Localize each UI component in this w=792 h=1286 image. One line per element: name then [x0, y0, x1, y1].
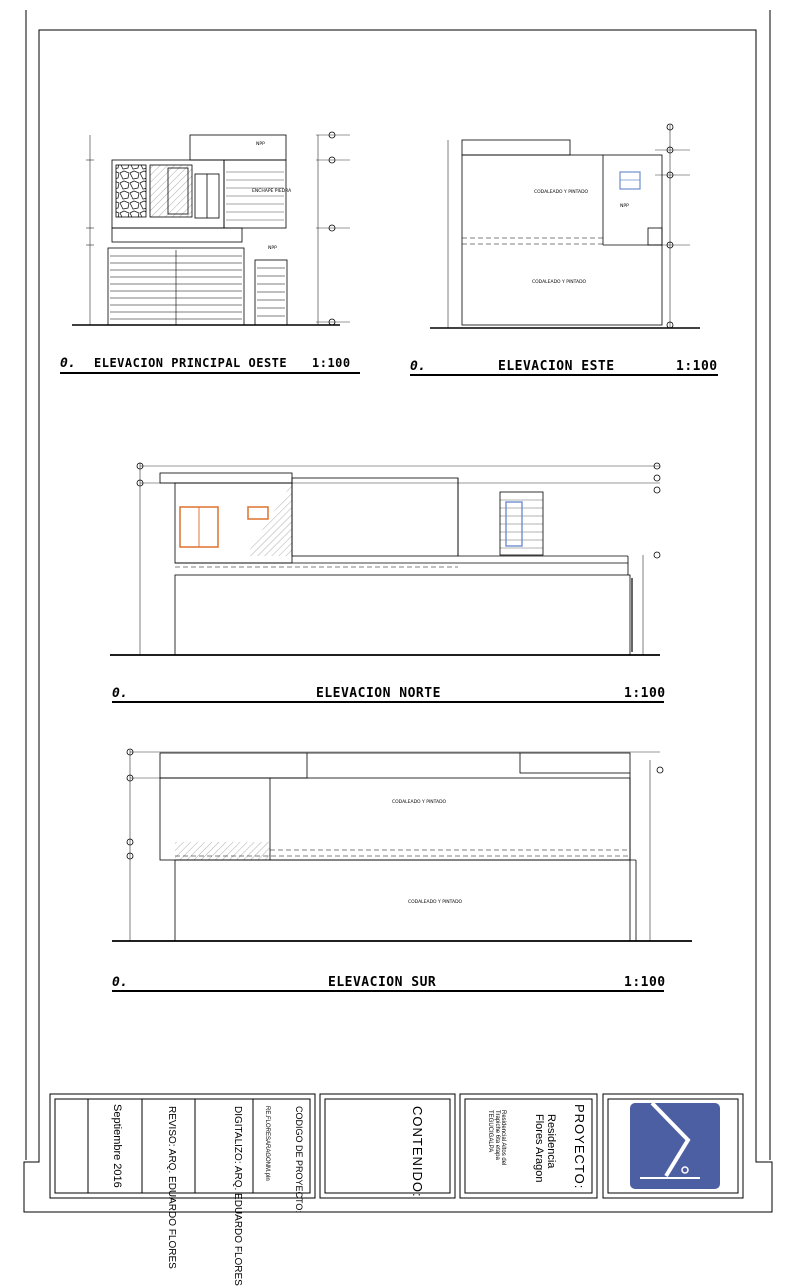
elevation-norte-drawing	[110, 463, 660, 655]
tb-fecha: Septiembre 2016	[111, 1104, 123, 1188]
este-underline	[410, 374, 718, 376]
tb-proyecto-label: PROYECTO:	[572, 1104, 587, 1190]
elevation-oeste-drawing	[72, 132, 350, 325]
oeste-scale: 1:100	[312, 356, 351, 370]
sur-title: ELEVACION SUR	[328, 975, 437, 990]
note-npp-1: NPP	[256, 142, 265, 147]
oeste-title: ELEVACION PRINCIPAL OESTE	[94, 356, 288, 370]
note-este-1: CODALEADO Y PINTADO	[534, 190, 589, 195]
norte-underline	[112, 701, 664, 703]
este-title: ELEVACION ESTE	[498, 359, 615, 374]
elevation-sur-drawing	[112, 749, 692, 941]
note-este-2: CODALEADO Y PINTADO	[532, 280, 587, 285]
note-enchape: ENCHAPE PIEDRA	[252, 189, 292, 194]
tb-proyecto-name: Residencia Flores Aragon	[533, 1114, 557, 1183]
sur-scale: 1:100	[624, 975, 666, 990]
tb-codigo-value: RE.FLORESARAGONM.pln	[264, 1106, 270, 1181]
tb-reviso: REVISO: ARQ. EDUARDO FLORES	[166, 1106, 177, 1269]
tb-digitalizo: DIGITALIZO: ARQ. EDUARDO FLORES	[232, 1106, 243, 1286]
este-number: 0.	[410, 359, 426, 374]
norte-number: 0.	[112, 686, 128, 701]
tb-contenido: CONTENIDO:	[410, 1106, 425, 1198]
logo	[630, 1103, 720, 1189]
note-npp-2: NPP	[268, 246, 277, 251]
tb-codigo-label: CODIGO DE PROYECTO:	[294, 1106, 304, 1213]
elevation-este-drawing	[430, 124, 700, 328]
note-este-npp: NPP	[620, 204, 629, 209]
oeste-number: 0.	[60, 356, 76, 371]
sur-number: 0.	[112, 975, 128, 990]
tb-proyecto-location: Residencial Altos del Trapiche 6ta etapa TEGUCIGALPA	[487, 1110, 506, 1166]
sur-underline	[112, 990, 664, 992]
este-scale: 1:100	[676, 359, 718, 374]
norte-title: ELEVACION NORTE	[316, 686, 441, 701]
oeste-underline	[60, 372, 360, 374]
note-sur-1: CODALEADO Y PINTADO	[392, 800, 447, 805]
norte-scale: 1:100	[624, 686, 666, 701]
note-sur-2: CODALEADO Y PINTADO	[408, 900, 463, 905]
